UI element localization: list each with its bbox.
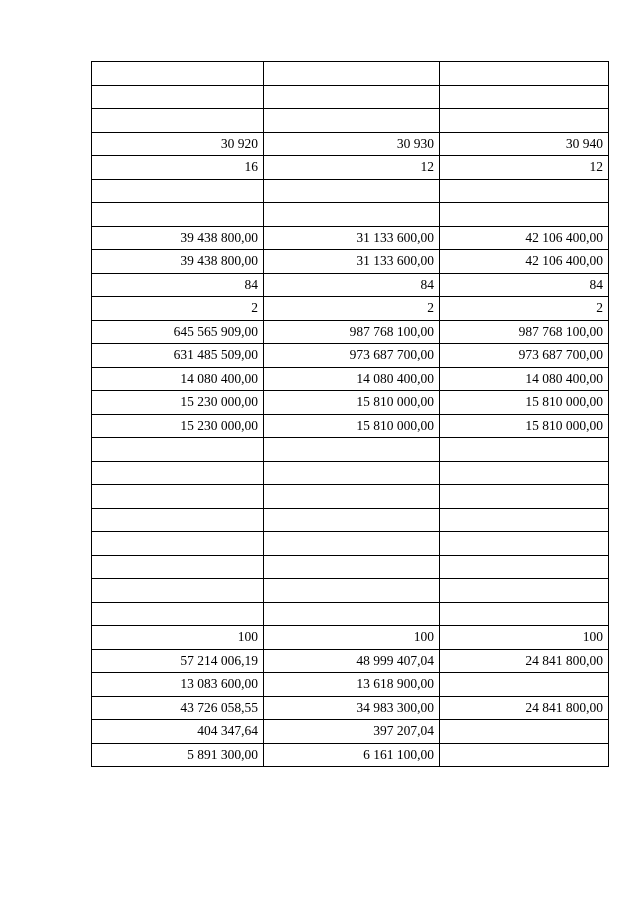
table-row bbox=[92, 673, 609, 697]
table-cell bbox=[264, 579, 440, 603]
table-cell bbox=[440, 555, 609, 579]
table-cell bbox=[440, 203, 609, 227]
table-cell: 12 bbox=[264, 156, 440, 180]
table-cell bbox=[264, 461, 440, 485]
table-cell: 57 214 006,19 bbox=[92, 649, 264, 673]
table-cell bbox=[440, 109, 609, 133]
table-cell: 2 bbox=[440, 297, 609, 321]
table-row bbox=[92, 602, 609, 626]
table-cell bbox=[440, 508, 609, 532]
table-row bbox=[92, 508, 609, 532]
table-cell bbox=[264, 203, 440, 227]
data-table bbox=[91, 61, 609, 767]
table-row bbox=[92, 649, 609, 673]
table-cell bbox=[264, 109, 440, 133]
table-cell bbox=[264, 508, 440, 532]
table-cell: 973 687 700,00 bbox=[264, 344, 440, 368]
table-cell bbox=[92, 62, 264, 86]
table-cell: 31 133 600,00 bbox=[264, 250, 440, 274]
table-cell bbox=[264, 602, 440, 626]
table-cell bbox=[440, 461, 609, 485]
table-row bbox=[92, 250, 609, 274]
table-cell: 397 207,04 bbox=[264, 720, 440, 744]
table-cell: 14 080 400,00 bbox=[440, 367, 609, 391]
table-cell: 12 bbox=[440, 156, 609, 180]
table-cell: 14 080 400,00 bbox=[264, 367, 440, 391]
table-row bbox=[92, 391, 609, 415]
table-row bbox=[92, 179, 609, 203]
table-row bbox=[92, 203, 609, 227]
table-cell: 973 687 700,00 bbox=[440, 344, 609, 368]
table-cell bbox=[440, 743, 609, 767]
table-cell bbox=[440, 579, 609, 603]
table-row bbox=[92, 62, 609, 86]
table-row bbox=[92, 297, 609, 321]
table-cell bbox=[440, 720, 609, 744]
table-cell: 100 bbox=[264, 626, 440, 650]
table-cell: 404 347,64 bbox=[92, 720, 264, 744]
table-row bbox=[92, 273, 609, 297]
table-cell bbox=[264, 85, 440, 109]
table-cell bbox=[264, 555, 440, 579]
table-row bbox=[92, 579, 609, 603]
table-cell: 100 bbox=[92, 626, 264, 650]
table-cell bbox=[92, 85, 264, 109]
table-cell: 30 940 bbox=[440, 132, 609, 156]
table-body bbox=[92, 62, 609, 767]
table-cell bbox=[264, 179, 440, 203]
table-cell: 30 930 bbox=[264, 132, 440, 156]
table-cell: 39 438 800,00 bbox=[92, 250, 264, 274]
table-cell: 100 bbox=[440, 626, 609, 650]
table-cell: 42 106 400,00 bbox=[440, 250, 609, 274]
table-cell: 5 891 300,00 bbox=[92, 743, 264, 767]
table-cell: 13 618 900,00 bbox=[264, 673, 440, 697]
table-cell: 84 bbox=[92, 273, 264, 297]
table-cell: 15 230 000,00 bbox=[92, 391, 264, 415]
table-cell: 645 565 909,00 bbox=[92, 320, 264, 344]
table-cell bbox=[264, 532, 440, 556]
table-cell: 15 810 000,00 bbox=[440, 414, 609, 438]
table-cell: 84 bbox=[440, 273, 609, 297]
table-cell bbox=[92, 555, 264, 579]
table-cell bbox=[440, 438, 609, 462]
table-row bbox=[92, 414, 609, 438]
table-cell bbox=[264, 485, 440, 509]
table-cell bbox=[264, 62, 440, 86]
table-row bbox=[92, 344, 609, 368]
table-cell: 48 999 407,04 bbox=[264, 649, 440, 673]
table-row bbox=[92, 367, 609, 391]
table-cell bbox=[440, 62, 609, 86]
table-row bbox=[92, 109, 609, 133]
table-cell: 15 230 000,00 bbox=[92, 414, 264, 438]
table-cell: 30 920 bbox=[92, 132, 264, 156]
table-cell bbox=[92, 438, 264, 462]
table-cell: 987 768 100,00 bbox=[440, 320, 609, 344]
table-cell: 24 841 800,00 bbox=[440, 649, 609, 673]
table-row bbox=[92, 626, 609, 650]
table-cell: 16 bbox=[92, 156, 264, 180]
table-row bbox=[92, 132, 609, 156]
table-cell: 42 106 400,00 bbox=[440, 226, 609, 250]
table-row bbox=[92, 320, 609, 344]
table-cell bbox=[440, 485, 609, 509]
table-cell bbox=[440, 532, 609, 556]
table-cell bbox=[92, 109, 264, 133]
table-cell bbox=[92, 508, 264, 532]
table-cell bbox=[92, 602, 264, 626]
table-cell bbox=[92, 532, 264, 556]
table-cell: 2 bbox=[92, 297, 264, 321]
table-cell bbox=[440, 85, 609, 109]
table-row bbox=[92, 532, 609, 556]
table-row bbox=[92, 696, 609, 720]
table-cell: 24 841 800,00 bbox=[440, 696, 609, 720]
table-cell: 31 133 600,00 bbox=[264, 226, 440, 250]
table-cell: 84 bbox=[264, 273, 440, 297]
table-cell: 15 810 000,00 bbox=[264, 414, 440, 438]
table-cell bbox=[440, 602, 609, 626]
table-row bbox=[92, 226, 609, 250]
table-cell: 987 768 100,00 bbox=[264, 320, 440, 344]
table-cell: 15 810 000,00 bbox=[264, 391, 440, 415]
table-cell bbox=[92, 461, 264, 485]
table-cell bbox=[92, 179, 264, 203]
table-cell: 34 983 300,00 bbox=[264, 696, 440, 720]
table-row bbox=[92, 438, 609, 462]
table-cell: 43 726 058,55 bbox=[92, 696, 264, 720]
table-cell: 39 438 800,00 bbox=[92, 226, 264, 250]
table-cell: 6 161 100,00 bbox=[264, 743, 440, 767]
table-row bbox=[92, 461, 609, 485]
table-row bbox=[92, 85, 609, 109]
table-cell: 13 083 600,00 bbox=[92, 673, 264, 697]
table-row bbox=[92, 743, 609, 767]
table-cell: 2 bbox=[264, 297, 440, 321]
table-cell: 631 485 509,00 bbox=[92, 344, 264, 368]
table-cell bbox=[440, 179, 609, 203]
table-cell bbox=[92, 579, 264, 603]
table-cell bbox=[92, 485, 264, 509]
table-row bbox=[92, 156, 609, 180]
table-row bbox=[92, 720, 609, 744]
table-cell bbox=[264, 438, 440, 462]
table-cell bbox=[440, 673, 609, 697]
table-cell bbox=[92, 203, 264, 227]
table-row bbox=[92, 485, 609, 509]
table-cell: 15 810 000,00 bbox=[440, 391, 609, 415]
table-cell: 14 080 400,00 bbox=[92, 367, 264, 391]
table-row bbox=[92, 555, 609, 579]
